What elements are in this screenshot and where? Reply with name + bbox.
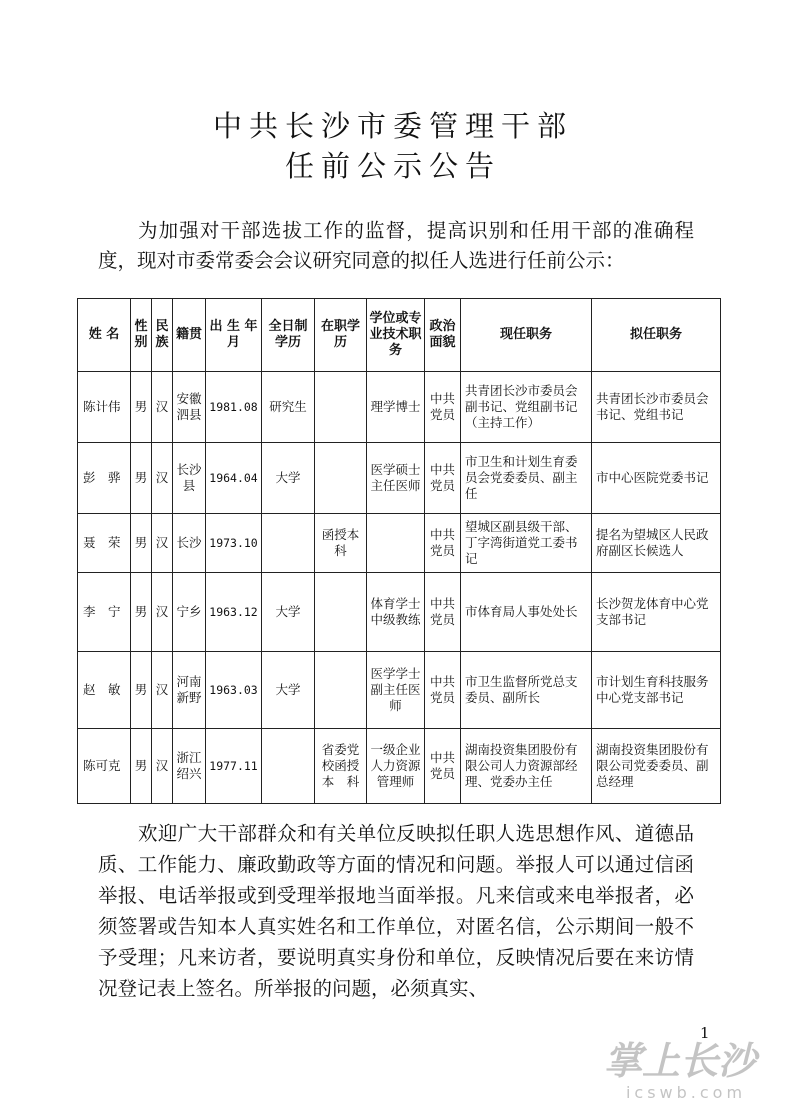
cell-current-post: 湖南投资集团股份有限公司人力资源部经理、党委办主任 bbox=[461, 729, 592, 804]
cell-proposed-post: 提名为望城区人民政府副区长候选人 bbox=[592, 514, 721, 573]
cell-political: 中共党员 bbox=[425, 652, 461, 729]
cell-gender: 男 bbox=[131, 729, 152, 804]
header-degree: 学位或专业技术职务 bbox=[367, 299, 425, 372]
table-row bbox=[78, 443, 721, 514]
cell-birth: 1964.04 bbox=[206, 443, 262, 514]
header-proposed-post: 拟任职务 bbox=[592, 299, 721, 372]
cell-fulltime-edu: 大学 bbox=[262, 652, 315, 729]
cell-gender: 男 bbox=[131, 372, 152, 443]
cell-gender: 男 bbox=[131, 573, 152, 652]
cell-birth: 1973.10 bbox=[206, 514, 262, 573]
cell-ethnicity: 汉 bbox=[152, 729, 173, 804]
cell-ethnicity: 汉 bbox=[152, 573, 173, 652]
cell-proposed-post: 市计划生育科技服务中心党支部书记 bbox=[592, 652, 721, 729]
cell-gender: 男 bbox=[131, 652, 152, 729]
cell-degree: 体育学士中级教练 bbox=[367, 573, 425, 652]
cell-inservice-edu: 省委党校函授本 科 bbox=[315, 729, 367, 804]
cell-degree: 一级企业人力资源管理师 bbox=[367, 729, 425, 804]
cell-fulltime-edu bbox=[262, 729, 315, 804]
cell-fulltime-edu bbox=[262, 514, 315, 573]
cell-current-post: 市体育局人事处处长 bbox=[461, 573, 592, 652]
cell-birth: 1963.12 bbox=[206, 573, 262, 652]
header-origin: 籍贯 bbox=[173, 299, 206, 372]
cell-ethnicity: 汉 bbox=[152, 514, 173, 573]
cell-birth: 1981.08 bbox=[206, 372, 262, 443]
cell-proposed-post: 共青团长沙市委员会书记、党组书记 bbox=[592, 372, 721, 443]
table-header-row bbox=[78, 299, 721, 372]
cell-political: 中共党员 bbox=[425, 514, 461, 573]
cell-gender: 男 bbox=[131, 443, 152, 514]
cell-political: 中共党员 bbox=[425, 372, 461, 443]
watermark-logo bbox=[590, 1030, 770, 1106]
table-row bbox=[78, 729, 721, 804]
cell-current-post: 望城区副县级干部、丁字湾街道党工委书记 bbox=[461, 514, 592, 573]
header-name: 姓 名 bbox=[78, 299, 131, 372]
cell-birth: 1977.11 bbox=[206, 729, 262, 804]
cell-inservice-edu bbox=[315, 573, 367, 652]
cell-inservice-edu bbox=[315, 652, 367, 729]
cell-inservice-edu bbox=[315, 372, 367, 443]
intro-paragraph bbox=[98, 216, 694, 276]
body-paragraph bbox=[98, 818, 694, 1004]
table-row bbox=[78, 573, 721, 652]
cell-name: 陈可克 bbox=[78, 729, 131, 804]
cell-political: 中共党员 bbox=[425, 729, 461, 804]
cell-current-post: 市卫生监督所党总支委员、副所长 bbox=[461, 652, 592, 729]
title-line-2: 任前公示公告 bbox=[284, 149, 501, 183]
cell-degree: 理学博士 bbox=[367, 372, 425, 443]
cell-proposed-post: 湖南投资集团股份有限公司党委委员、副总经理 bbox=[592, 729, 721, 804]
table-row bbox=[78, 372, 721, 443]
cell-origin: 宁乡 bbox=[173, 573, 206, 652]
header-birth: 出 生 年 月 bbox=[206, 299, 262, 372]
cell-political: 中共党员 bbox=[425, 573, 461, 652]
header-fulltime-edu: 全日制学历 bbox=[262, 299, 315, 372]
header-current-post: 现任职务 bbox=[461, 299, 592, 372]
cell-origin: 长沙 bbox=[173, 514, 206, 573]
cell-proposed-post: 市中心医院党委书记 bbox=[592, 443, 721, 514]
header-inservice-edu: 在职学历 bbox=[315, 299, 367, 372]
table-row bbox=[78, 652, 721, 729]
cell-ethnicity: 汉 bbox=[152, 652, 173, 729]
header-ethnicity: 民族 bbox=[152, 299, 173, 372]
cell-name: 聂 荣 bbox=[78, 514, 131, 573]
cell-ethnicity: 汉 bbox=[152, 372, 173, 443]
cell-name: 李 宁 bbox=[78, 573, 131, 652]
cell-degree: 医学硕士主任医师 bbox=[367, 443, 425, 514]
cell-name: 赵 敏 bbox=[78, 652, 131, 729]
cell-birth: 1963.03 bbox=[206, 652, 262, 729]
title-line-1: 中共长沙市委管理干部 bbox=[212, 109, 573, 143]
cell-gender: 男 bbox=[131, 514, 152, 573]
cell-name: 彭 骅 bbox=[78, 443, 131, 514]
cell-name: 陈计伟 bbox=[78, 372, 131, 443]
header-political: 政治面貌 bbox=[425, 299, 461, 372]
cell-fulltime-edu: 研究生 bbox=[262, 372, 315, 443]
watermark-brand: 掌上长沙 bbox=[603, 1039, 757, 1083]
page-number: 1 bbox=[700, 1024, 710, 1042]
cell-fulltime-edu: 大学 bbox=[262, 443, 315, 514]
cell-ethnicity: 汉 bbox=[152, 443, 173, 514]
cell-current-post: 市卫生和计划生育委员会党委委员、副主任 bbox=[461, 443, 592, 514]
table-row bbox=[78, 514, 721, 573]
cell-inservice-edu: 函授本科 bbox=[315, 514, 367, 573]
cell-degree bbox=[367, 514, 425, 573]
cell-origin: 长沙县 bbox=[173, 443, 206, 514]
body-text: 欢迎广大干部群众和有关单位反映拟任职人选思想作风、道德品质、工作能力、廉政勤政等方面的情况和问题。举报人可以通过信函举报、电话举报或到受理举报地当面举报。凡来信或来电举报者，必须签署或告知本人真实姓名和工作单位，对匿名信，公示期间一般不予受理；凡来访者，要说明真实身份和单位，反映情况后要在来访情况登记表上签名。所举报的问题，必须真实、 bbox=[98, 822, 694, 1000]
cell-origin: 浙江绍兴 bbox=[173, 729, 206, 804]
intro-text: 为加强对干部选拔工作的监督，提高识别和任用干部的准确程度，现对市委常委会会议研究同意的拟任人选进行任前公示： bbox=[98, 219, 694, 272]
watermark-site: icswb.com bbox=[625, 1083, 747, 1102]
cell-political: 中共党员 bbox=[425, 443, 461, 514]
header-gender: 性别 bbox=[131, 299, 152, 372]
cell-current-post: 共青团长沙市委员会副书记、党组副书记（主持工作） bbox=[461, 372, 592, 443]
cell-proposed-post: 长沙贺龙体育中心党支部书记 bbox=[592, 573, 721, 652]
cell-fulltime-edu: 大学 bbox=[262, 573, 315, 652]
cell-degree: 医学学士副主任医师 bbox=[367, 652, 425, 729]
candidate-table bbox=[77, 298, 721, 804]
cell-origin: 河南新野 bbox=[173, 652, 206, 729]
cell-inservice-edu bbox=[315, 443, 367, 514]
cell-origin: 安徽泗县 bbox=[173, 372, 206, 443]
